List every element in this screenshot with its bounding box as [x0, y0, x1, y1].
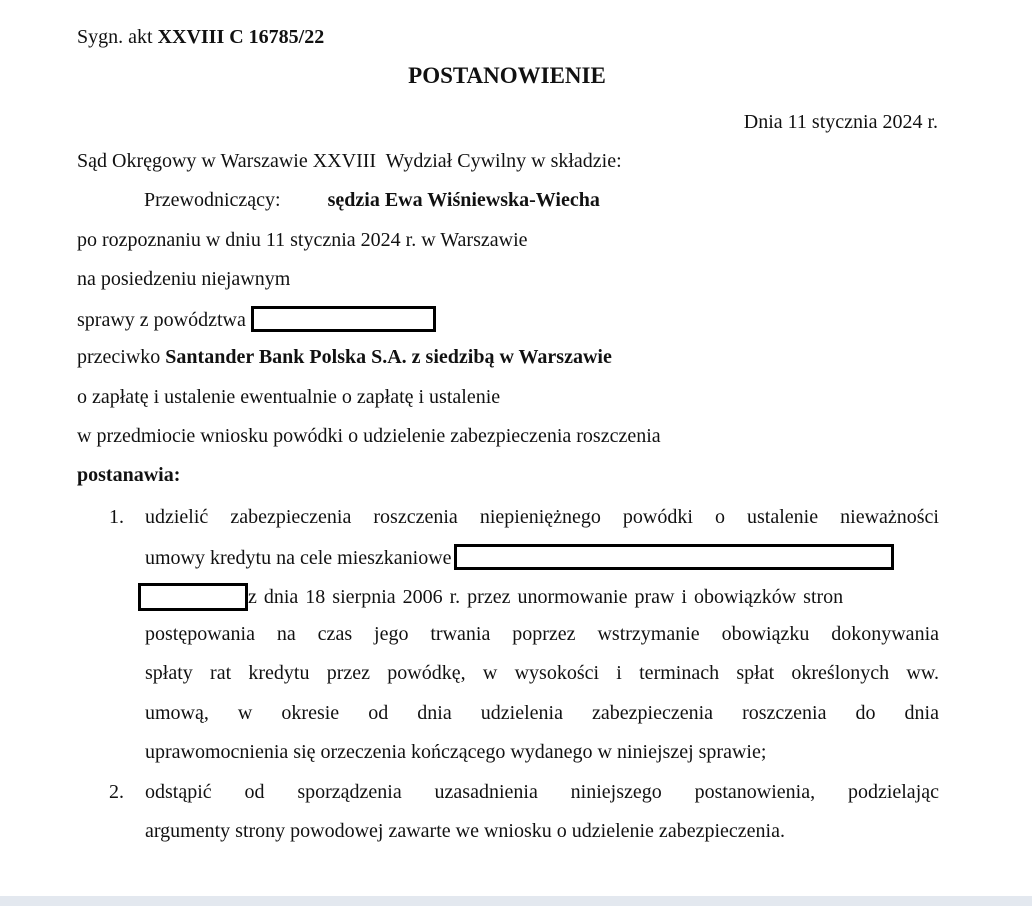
- session-line: na posiedzeniu niejawnym: [77, 268, 291, 290]
- presiding-name: sędzia Ewa Wiśniewska-Wiecha: [327, 189, 600, 211]
- page-bottom-edge: [0, 896, 1032, 906]
- redaction-box: [251, 306, 436, 332]
- hearing-line: po rozpoznaniu w dniu 11 stycznia 2024 r. w Warszawie: [77, 229, 528, 251]
- date-line: Dnia 11 stycznia 2024 r.: [743, 111, 938, 133]
- item-1-line-2: [145, 544, 894, 570]
- item-1-line-3: [138, 583, 939, 611]
- item-1-line-2-text: umowy kredytu na cele mieszkaniowe: [145, 547, 452, 569]
- item-2-number: 2.: [109, 781, 124, 803]
- item-1-line-7: uprawomocnienia się orzeczenia kończącego wydanego w niniejszej sprawie;: [145, 741, 767, 763]
- presiding-line: [144, 188, 600, 212]
- decides-heading: postanawia:: [77, 464, 181, 486]
- subject-line: o zapłatę i ustalenie ewentualnie o zapłatę i ustalenie: [77, 386, 501, 408]
- court-line: Sąd Okręgowy w Warszawie XXVIII Wydział Cywilny w składzie:: [77, 150, 622, 172]
- document-title: POSTANOWIENIE: [408, 63, 606, 88]
- redaction-box: [138, 583, 248, 611]
- item-1-line-5: spłaty rat kredytu przez powódkę, w wysokości i terminach spłat określonych ww.: [145, 662, 939, 684]
- case-number-prefix: Sygn. akt: [77, 26, 153, 48]
- claim-prefix: sprawy z powództwa: [77, 309, 246, 331]
- item-2-line-2: argumenty strony powodowej zawarte we wniosku o udzielenie zabezpieczenia.: [145, 820, 785, 842]
- item-1-line-4: postępowania na czas jego trwania poprzez wstrzymanie obowiązku dokonywania: [145, 623, 939, 645]
- claim-line: [77, 306, 436, 332]
- against-line: [77, 345, 612, 369]
- item-1-line-1: udzielić zabezpieczenia roszczenia niepieniężnego powódki o ustalenie nieważności: [145, 506, 939, 528]
- case-number-line: [77, 25, 324, 49]
- motion-line: w przedmiocie wniosku powódki o udzielenie zabezpieczenia roszczenia: [77, 425, 661, 447]
- item-1-line-6: umową, w okresie od dnia udzielenia zabezpieczenia roszczenia do dnia: [145, 702, 939, 724]
- item-1-number: 1.: [109, 506, 124, 528]
- presiding-label: Przewodniczący:: [144, 189, 281, 211]
- redaction-box: [454, 544, 894, 570]
- against-prefix: przeciwko: [77, 346, 161, 368]
- defendant-name: Santander Bank Polska S.A. z siedzibą w Warszawie: [165, 346, 612, 368]
- item-1-line-3-text: z dnia 18 sierpnia 2006 r. przez unormowanie praw i obowiązków stron: [248, 586, 844, 608]
- case-number: XXVIII C 16785/22: [157, 26, 325, 48]
- item-2-line-1: odstąpić od sporządzenia uzasadnienia niniejszego postanowienia, podzielając: [145, 781, 939, 803]
